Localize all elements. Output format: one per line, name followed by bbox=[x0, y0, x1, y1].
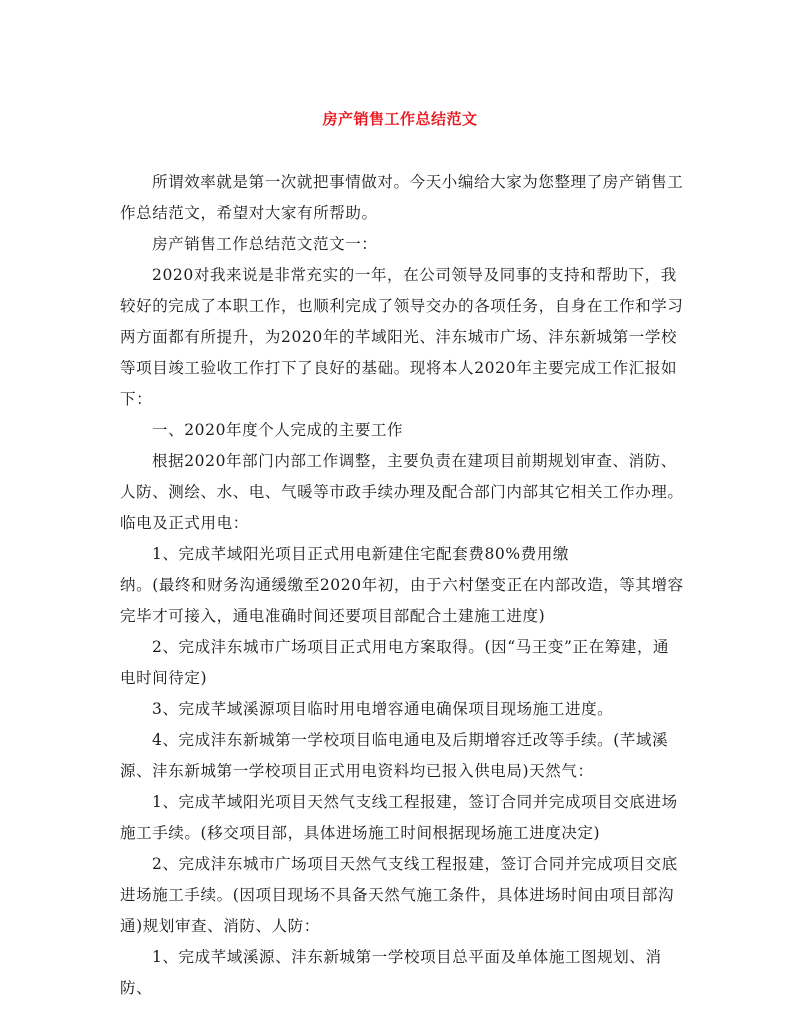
list-item-gas-1: 1、完成芊域阳光项目天然气支线工程报建，签订合同并完成项目交底进场施工手续。(移交项目部，具体进场施工时间根据现场施工进度决定) bbox=[120, 793, 678, 842]
paragraph-responsibilities: 根据2020年部门内部工作调整，主要负责在建项目前期规划审查、消防、人防、测绘、水、电、气暖等市政手续办理及配合部门内部其它相关工作办理。临电及正式用电： bbox=[120, 452, 684, 532]
list-item-electricity-1: 1、完成芊域阳光项目正式用电新建住宅配套费80%费用缴 bbox=[152, 545, 570, 563]
paragraph-summary: 2020对我来说是非常充实的一年，在公司领导及同事的支持和帮助下，我较好的完成了本职工作，也顺利完成了领导交办的各项任务，自身在工作和学习两方面都有所提升，为2020年的芊域阳光、沣东城市广场、沣东新城第一学校等项目竣工验收工作打下了良好的基础。现将本人2020年主要完成工作汇报如下： bbox=[120, 266, 684, 408]
list-item-electricity-2: 2、完成沣东城市广场项目正式用电方案取得。(因“马王变”正在筹建，通电时间待定) bbox=[120, 638, 670, 687]
paragraph-intro: 所谓效率就是第一次就把事情做对。今天小编给大家为您整理了房产销售工作总结范文，希望对大家有所帮助。 bbox=[120, 173, 684, 222]
list-item-planning-1: 1、完成芊域溪源、沣东新城第一学校项目总平面及单体施工图规划、消防、 bbox=[120, 948, 662, 997]
list-item-electricity-1-continued: 纳。(最终和财务沟通缓缴至2020年初，由于六村堡变正在内部改造，等其增容完毕才可接入，通电准确时间还要项目部配合土建施工进度) bbox=[120, 576, 684, 625]
list-item-gas-2: 2、完成沣东城市广场项目天然气支线工程报建，签订合同并完成项目交底进场施工手续。(因项目现场不具备天然气施工条件，具体进场时间由项目部沟通)规划审查、消防、人防： bbox=[120, 855, 678, 935]
list-item-electricity-4: 4、完成沣东新城第一学校项目临电通电及后期增容迁改等手续。(芊域溪源、沣东新城第一学校项目正式用电资料均已报入供电局)天然气： bbox=[120, 731, 669, 780]
paragraph-main-work-heading: 一、2020年度个人完成的主要工作 bbox=[152, 421, 404, 439]
document-title: 房产销售工作总结范文 bbox=[322, 110, 478, 128]
document-body bbox=[120, 167, 685, 1004]
list-item-electricity-3: 3、完成芊域溪源项目临时用电增容通电确保项目现场施工进度。 bbox=[152, 700, 614, 718]
paragraph-section-heading: 房产销售工作总结范文范文一： bbox=[152, 235, 378, 253]
